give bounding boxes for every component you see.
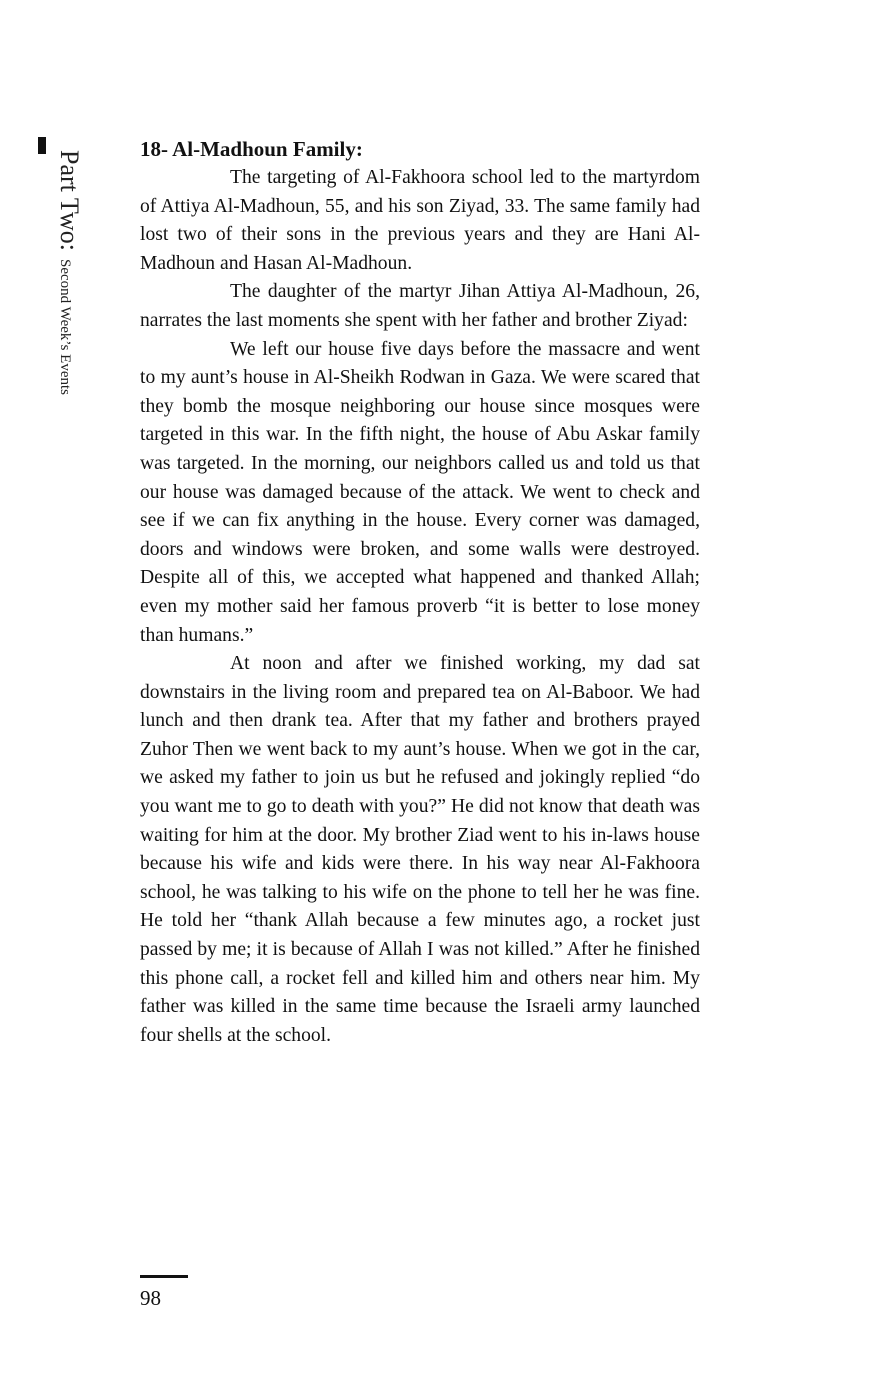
- section-subtitle: Second Week’s Events: [57, 259, 73, 395]
- part-title-colon: :: [55, 243, 84, 251]
- paragraph-3: We left our house five days before the massacre and went to my aunt’s house in Al-Sheikh Rodwan in Gaza. We were scared that they bomb the mosque neighboring our house since mosques were targeted in this war. In the fifth night, the house of Abu Askar family was targeted. In the morning, our neighbors called us and told us that our house was damaged because of the attack. We went to check and see if we can fix anything in the house. Every corner was damaged, doors and windows were broken, and some walls were destroyed. Despite all of this, we accepted what happened and thanked Allah; even my mother said her famous proverb “it is better to lose money than humans.”: [140, 338, 700, 646]
- paragraph-4: At noon and after we finished working, my dad sat downstairs in the living room and prepared tea on Al-Baboor. We had lunch and then drank tea. After that my father and brothers prayed Zuhor Then we went back to my aunt’s house. When we got in the car, we asked my father to join us but he refused and jokingly replied “do you want me to go to death with you?” He did not know that death was waiting for him at the door. My brother Ziad went to his in-laws house because his wife and kids were there. In his way near Al-Fakhoora school, he was talking to his wife on the phone to tell her he was fine. He told her “thank Allah because a few minutes ago, a rocket just passed by me; it is because of Allah I was not killed.” After he finished this phone call, a rocket fell and killed him and others near him. My father was killed in the same time because the Israeli army launched four shells at the school.: [140, 653, 700, 1046]
- part-title: Part Two: [55, 150, 84, 244]
- page-body: [140, 134, 700, 1050]
- running-section-label: [56, 150, 82, 395]
- section-marker-bar: [38, 137, 46, 154]
- section-heading: 18- Al-Madhoun Family:: [140, 137, 363, 161]
- page-number: 98: [140, 1286, 161, 1310]
- paragraph-1: The targeting of Al-Fakhoora school led to the martyrdom of Attiya Al-Madhoun, 55, and his son Ziyad, 33. The same family had lost two of their sons in the previous years and they are Hani Al-Madhoun and Hasan Al-Madhoun.: [140, 167, 700, 274]
- paragraph-2: The daughter of the martyr Jihan Attiya Al-Madhoun, 26, narrates the last moments she spent with her father and brother Ziyad:: [140, 281, 700, 331]
- footer-rule: [140, 1275, 188, 1278]
